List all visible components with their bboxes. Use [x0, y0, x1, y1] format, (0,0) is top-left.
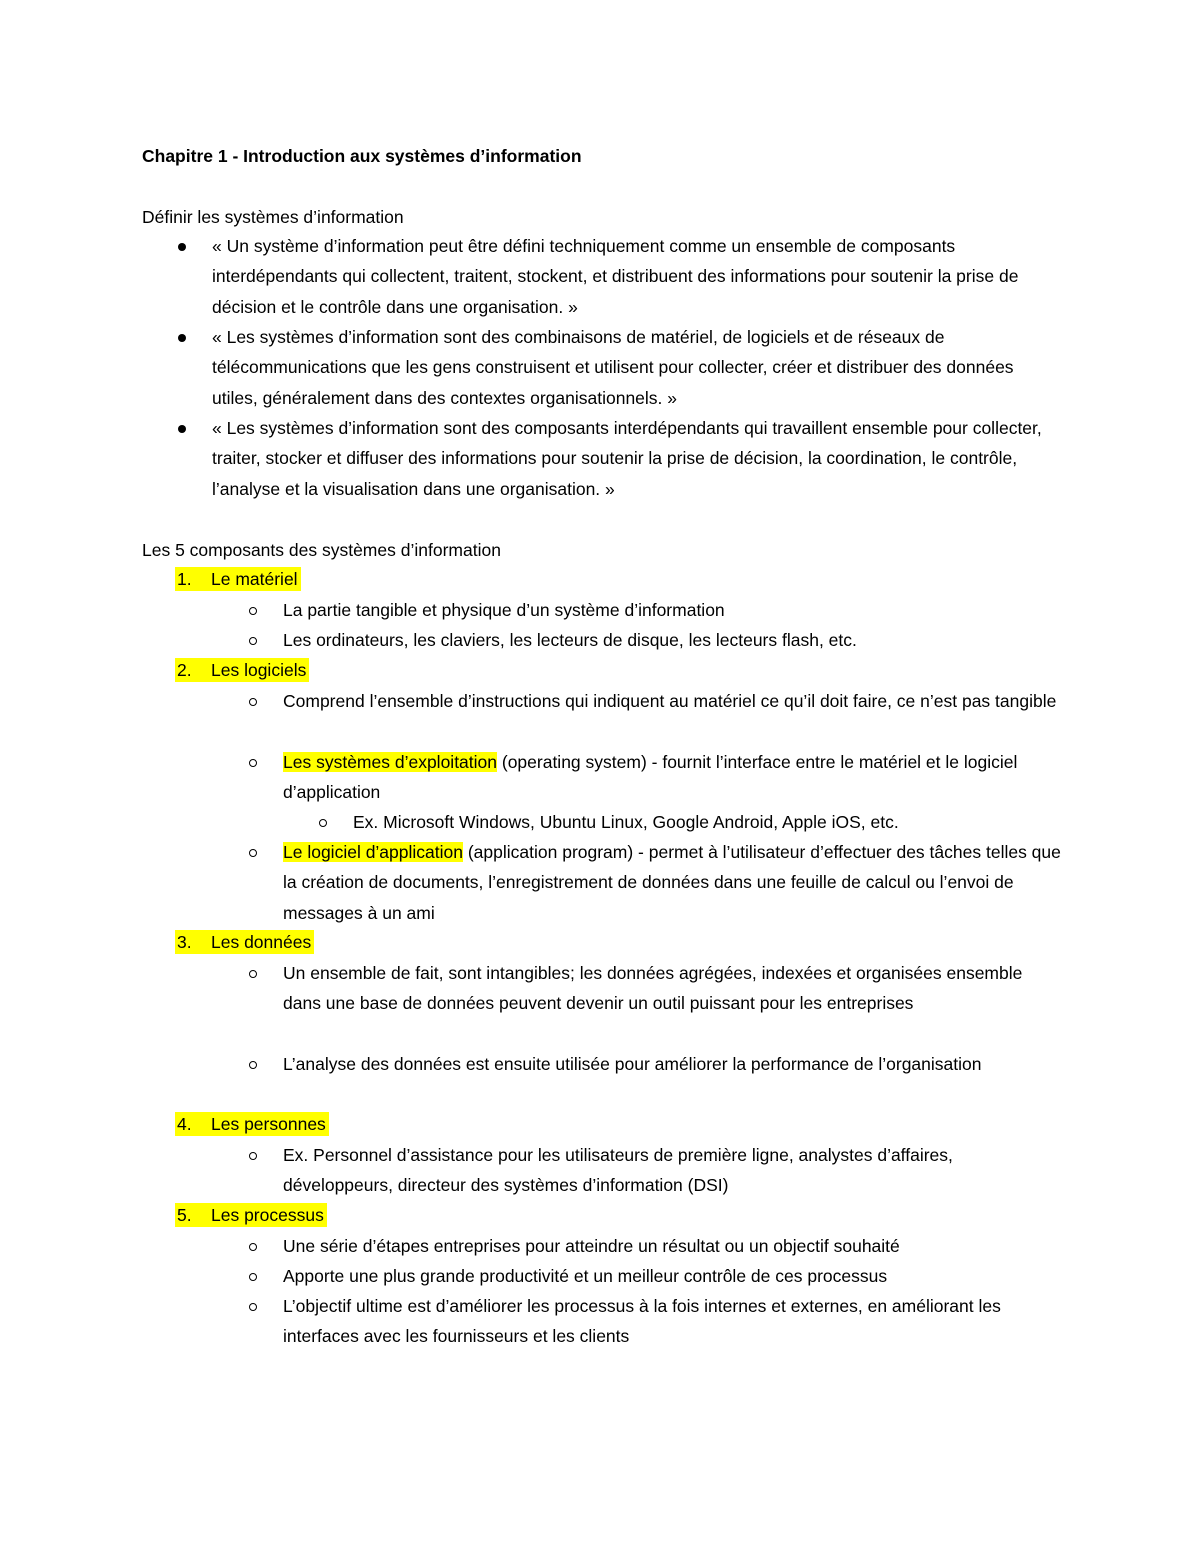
definition-bullet-2: « Les systèmes d’information sont des combinaisons de matériel, de logiciels et de réseaux de télécommunications que les gens construisent et utilisent pour collecter, créer et distribuer des données utiles, généralement dans des contextes organisationnels. » — [212, 327, 1014, 408]
sub-item-application — [283, 837, 1063, 928]
circle-bullet-icon — [249, 637, 257, 645]
circle-bullet-icon — [249, 1273, 257, 1281]
sub-item-text: (application program) - permet à l’utilisateur d’effectuer des tâches telles que la création de documents, l’enregistrement de données dans une feuille de calcul ou l’envoi de messages à un ami — [283, 842, 1061, 923]
sub-item: Comprend l’ensemble d’instructions qui indiquent au matériel ce qu’il doit faire, ce n’est pas tangible — [283, 691, 1057, 711]
component-item-processes — [175, 1203, 327, 1227]
sub-item: L’objectif ultime est d’améliorer les processus à la fois internes et externes, en améliorant les interfaces avec les fournisseurs et les clients — [283, 1296, 1001, 1347]
item-number: 3. — [177, 932, 192, 952]
section-heading-definition: Définir les systèmes d’information — [142, 207, 404, 227]
definition-bullet-3: « Les systèmes d’information sont des composants interdépendants qui travaillent ensemble pour collecter, traiter, stocker et diffuser des informations pour soutenir la prise de décision, la coordination, le contrôle, l’analyse et la visualisation dans une organisation. » — [212, 418, 1042, 499]
component-item-data — [175, 930, 314, 954]
circle-bullet-icon — [249, 698, 257, 706]
item-number: 5. — [177, 1205, 192, 1225]
circle-bullet-icon — [319, 819, 327, 827]
item-label: Les données — [211, 932, 312, 952]
circle-bullet-icon — [249, 607, 257, 615]
bullet-icon — [178, 243, 186, 251]
sub-sub-item-example: Ex. Microsoft Windows, Ubuntu Linux, Google Android, Apple iOS, etc. — [353, 812, 899, 832]
sub-item: Une série d’étapes entreprises pour atteindre un résultat ou un objectif souhaité — [283, 1236, 900, 1256]
sub-item: Un ensemble de fait, sont intangibles; les données agrégées, indexées et organisées ensemble dans une base de données peuvent devenir un outil puissant pour les entreprises — [283, 963, 1023, 1014]
circle-bullet-icon — [249, 849, 257, 857]
item-label: Le matériel — [211, 569, 298, 589]
sub-item: Les ordinateurs, les claviers, les lecteurs de disque, les lecteurs flash, etc. — [283, 630, 857, 650]
item-number: 4. — [177, 1114, 192, 1134]
circle-bullet-icon — [249, 1303, 257, 1311]
item-number: 2. — [177, 660, 192, 680]
component-item-software — [175, 658, 309, 682]
highlight-term: Le logiciel d’application — [283, 842, 463, 862]
sub-item: Ex. Personnel d’assistance pour les utilisateurs de première ligne, analystes d’affaires, développeurs, directeur des systèmes d’information (DSI) — [283, 1145, 953, 1196]
sub-item: L’analyse des données est ensuite utilisée pour améliorer la performance de l’organisation — [283, 1054, 982, 1074]
circle-bullet-icon — [249, 1152, 257, 1160]
item-label: Les logiciels — [211, 660, 307, 680]
definition-bullet-1: « Un système d’information peut être défini techniquement comme un ensemble de composants interdépendants qui collectent, traitent, stockent, et distribuent des informations pour soutenir la prise de décision et le contrôle dans une organisation. » — [212, 236, 1019, 317]
bullet-icon — [178, 334, 186, 342]
section-heading-components: Les 5 composants des systèmes d’information — [142, 540, 501, 560]
sub-item: La partie tangible et physique d’un système d’information — [283, 600, 725, 620]
sub-item-text: (operating system) - fournit l’interface entre le matériel et le logiciel d’application — [283, 752, 1018, 803]
highlight-term: Les systèmes d’exploitation — [283, 752, 497, 772]
circle-bullet-icon — [249, 759, 257, 767]
sub-item: Apporte une plus grande productivité et un meilleur contrôle de ces processus — [283, 1266, 888, 1286]
circle-bullet-icon — [249, 970, 257, 978]
sub-item-operating-system — [283, 747, 1063, 808]
circle-bullet-icon — [249, 1061, 257, 1069]
bullet-icon — [178, 425, 186, 433]
item-label: Les personnes — [211, 1114, 326, 1134]
item-label: Les processus — [211, 1205, 324, 1225]
item-number: 1. — [177, 569, 192, 589]
page-title: Chapitre 1 - Introduction aux systèmes d’information — [142, 146, 582, 166]
component-item-hardware — [175, 567, 301, 591]
circle-bullet-icon — [249, 1243, 257, 1251]
component-item-people — [175, 1112, 329, 1136]
